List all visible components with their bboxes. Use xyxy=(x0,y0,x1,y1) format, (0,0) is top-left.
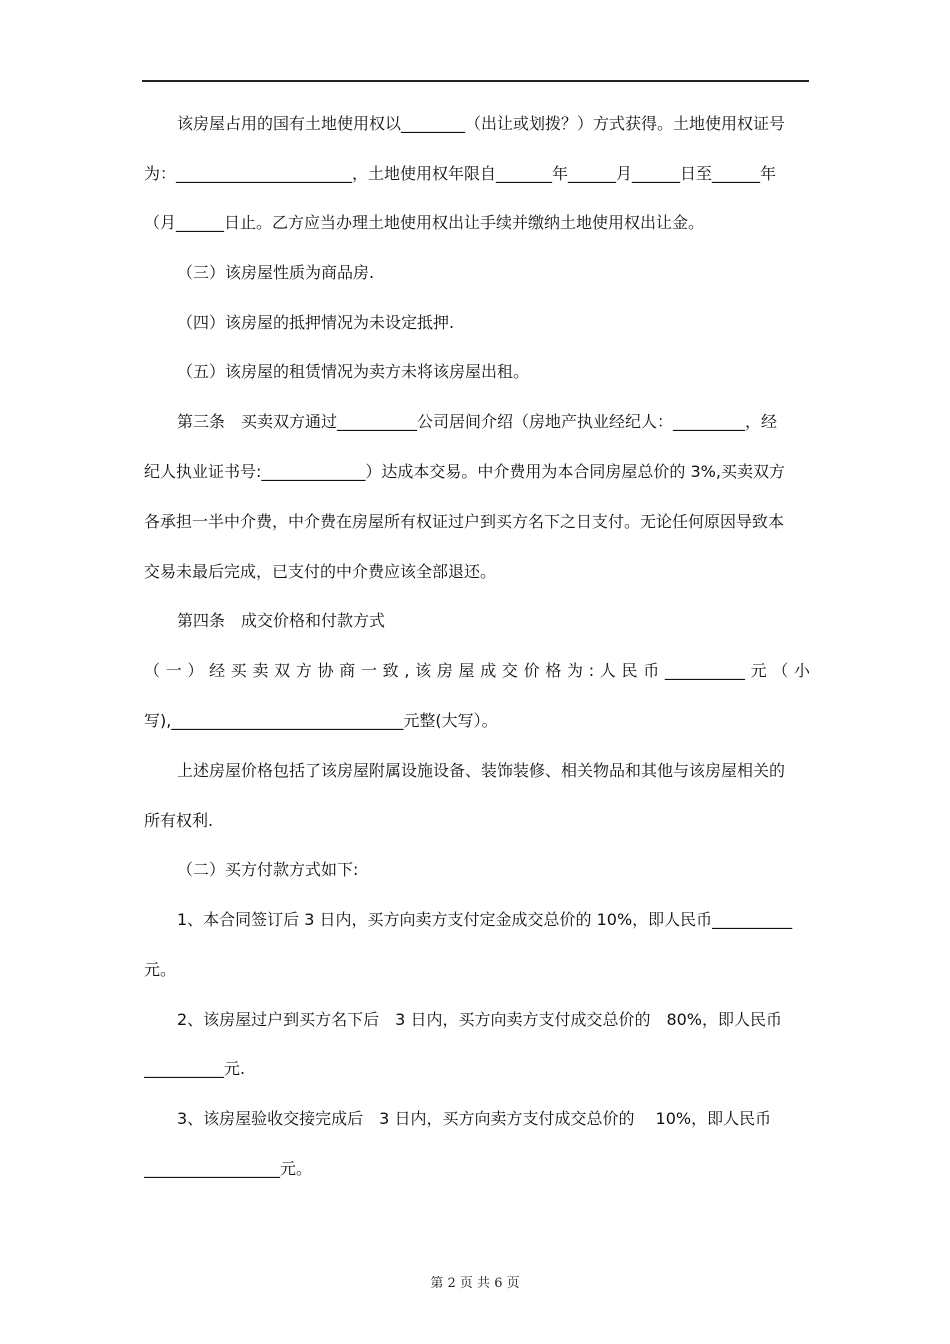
paragraph-line: 3、该房屋验收交接完成后 3 日内，买方向卖方支付成交总价的 10%，即人民币 xyxy=(177,1109,772,1128)
article-heading: 第三条 买卖双方通过__________公司居间介绍（房地产执业经纪人：_________，经 xyxy=(177,412,778,431)
paragraph-line: 该房屋占用的国有土地使用权以________（出让或划拨？）方式获得。土地使用权证号 xyxy=(177,114,786,133)
paragraph-line: 交易未最后完成，已支付的中介费应该全部退还。 xyxy=(144,562,497,581)
paragraph-line: （五）该房屋的租赁情况为卖方未将该房屋出租。 xyxy=(177,362,530,381)
paragraph-line: （月______日止。乙方应当办理土地使用权出让手续并缴纳土地使用权出让金。 xyxy=(144,213,705,232)
paragraph-line: 纪人执业证书号:_____________）达成本交易。中介费用为本合同房屋总价的 3%,买卖双方 xyxy=(144,462,785,481)
paragraph-line: 写),_____________________________元整(大写）。 xyxy=(144,711,498,730)
article-heading: 第四条 成交价格和付款方式 xyxy=(177,611,386,630)
paragraph-line: （一）经买卖双方协商一致,该房屋成交价格为:人民币__________元（小 xyxy=(144,661,810,680)
paragraph-line: （三）该房屋性质为商品房. xyxy=(177,263,375,282)
paragraph-line: 上述房屋价格包括了该房屋附属设施设备、装饰装修、相关物品和其他与该房屋相关的 xyxy=(177,761,786,780)
paragraph-line: 各承担一半中介费，中介费在房屋所有权证过户到买方名下之日支付。无论任何原因导致本 xyxy=(144,512,785,531)
paragraph-line: __________元. xyxy=(144,1059,246,1078)
paragraph-line: 为：______________________，土地使用权年限自_______年______月______日至______年 xyxy=(144,164,777,183)
paragraph-line: 所有权利. xyxy=(144,811,214,830)
paragraph-line: 2、该房屋过户到买方名下后 3 日内，买方向卖方支付成交总价的 80%，即人民币 xyxy=(177,1010,783,1029)
paragraph-line: （四）该房屋的抵押情况为未设定抵押. xyxy=(177,313,455,332)
paragraph-line: _________________元。 xyxy=(144,1159,313,1178)
paragraph-line: （二）买方付款方式如下: xyxy=(177,860,359,879)
paragraph-line: 元。 xyxy=(144,960,177,979)
header-rule xyxy=(142,80,809,82)
page-number-footer: 第 2 页 共 6 页 xyxy=(430,1276,520,1291)
paragraph-line: 1、本合同签订后 3 日内，买方向卖方支付定金成交总价的 10%，即人民币__________ xyxy=(177,910,793,929)
